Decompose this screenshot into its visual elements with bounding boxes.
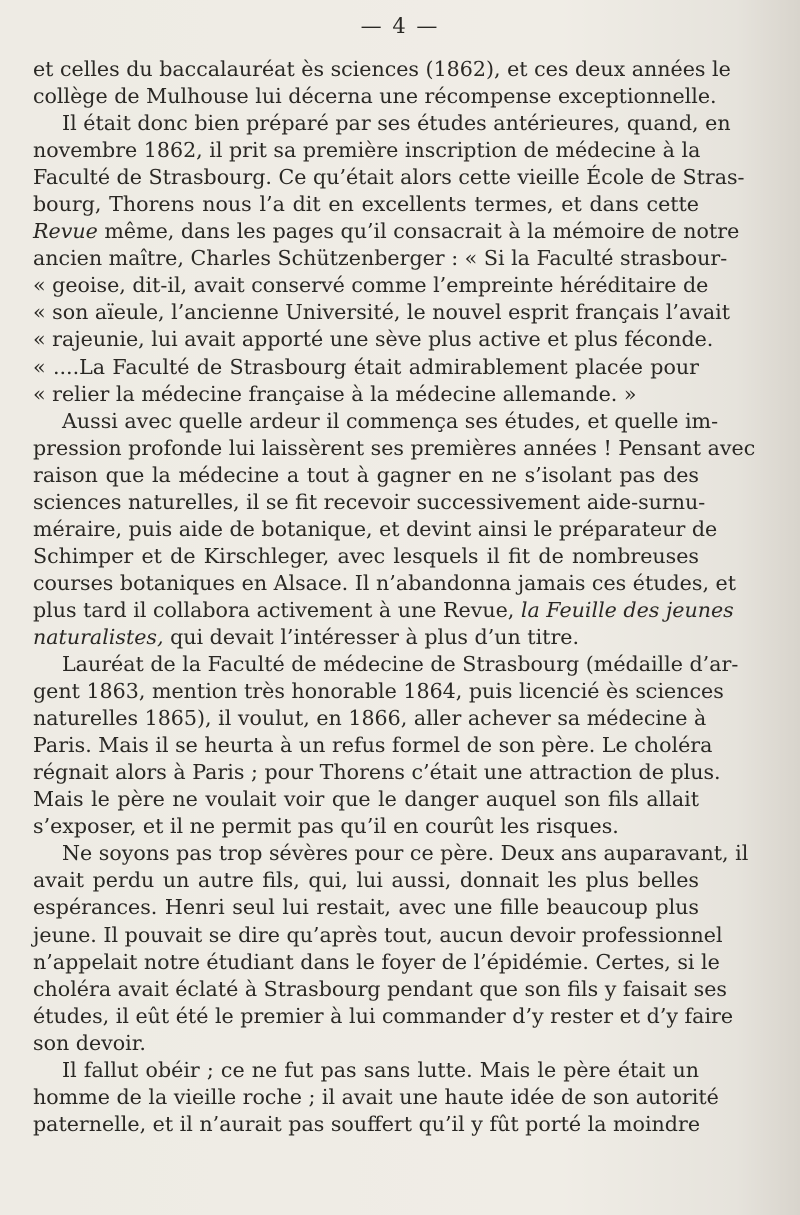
line-text: Faculté de Strasbourg. Ce qu’était alors cette vieille École de Stras- <box>33 165 745 190</box>
text-line <box>33 245 728 272</box>
line-text: Il était donc bien préparé par ses études antérieures, quand, en <box>62 111 731 136</box>
line-text: s’exposer, et il ne permit pas qu’il en courût les risques. <box>33 814 619 839</box>
text-line <box>33 813 699 840</box>
line-text: bourg, Thorens nous l’a dit en excellents termes, et dans cette <box>33 192 699 217</box>
text-line <box>33 678 724 705</box>
text-line <box>33 543 699 570</box>
line-text: Schimper et de Kirschleger, avec lesquels il fit de nombreuses <box>33 543 699 568</box>
line-text: Lauréat de la Faculté de médecine de Strasbourg (médaille d’ar- <box>62 652 739 677</box>
line-text: Il fallut obéir ; ce ne fut pas sans lutte. Mais le père était un <box>62 1057 699 1082</box>
text-line <box>33 191 699 218</box>
line-text: avait perdu un autre fils, qui, lui aussi, donnait les plus belles <box>33 868 699 893</box>
text-line <box>33 867 699 894</box>
line-text: collège de Mulhouse lui décerna une récompense exceptionnelle. <box>33 84 717 109</box>
line-text: qui devait l’intéresser à plus d’un titre. <box>163 624 580 649</box>
line-text: sciences naturelles, il se fit recevoir successivement aide-surnu- <box>33 489 706 514</box>
text-line <box>33 462 699 489</box>
line-text: et celles du baccalauréat ès sciences (1862), et ces deux années le <box>33 57 731 81</box>
line-text: régnait alors à Paris ; pour Thorens c’était une attraction de plus. <box>33 760 721 785</box>
text-line <box>33 840 749 867</box>
text-line <box>33 705 707 732</box>
line-text: courses botaniques en Alsace. Il n’abandonna jamais ces études, et <box>33 570 736 595</box>
text-line <box>33 1030 699 1057</box>
text-line <box>33 354 699 381</box>
text-line <box>33 272 709 299</box>
text-line <box>33 976 727 1003</box>
line-text: gent 1863, mention très honorable 1864, puis licencié ès sciences <box>33 679 724 704</box>
line-text: pression profonde lui laissèrent ses premières années ! Pensant avec <box>33 435 756 460</box>
text-line <box>33 516 718 543</box>
line-text: espérances. Henri seul lui restait, avec une fille beaucoup plus <box>33 895 699 920</box>
line-text: « relier la médecine française à la médecine allemande. » <box>33 381 637 406</box>
line-text: jeune. Il pouvait se dire qu’après tout, aucun devoir professionnel <box>33 922 723 947</box>
line-text: « geoise, dit-il, avait conservé comme l’empreinte héréditaire de <box>33 273 709 298</box>
text-line <box>33 435 756 462</box>
italic-text: Revue <box>33 219 98 244</box>
text-line <box>33 1111 699 1138</box>
line-text: paternelle, et il n’aurait pas souffert qu’il y fût porté la moindre <box>33 1111 701 1136</box>
line-text: naturelles 1865), il voulut, en 1866, aller achever sa médecine à <box>33 706 707 731</box>
text-line <box>33 137 699 164</box>
text-line <box>33 164 745 191</box>
text-line <box>33 894 699 921</box>
text-line <box>33 922 723 949</box>
line-text: n’appelait notre étudiant dans le foyer de l’épidémie. Certes, si le <box>33 949 720 974</box>
line-text: plus tard il collabora activement à une Revue, <box>33 597 521 622</box>
line-text: homme de la vieille roche ; il avait une haute idée de son autorité <box>33 1084 719 1109</box>
text-line <box>33 1003 734 1030</box>
line-text: Paris. Mais il se heurta à un refus formel de son père. Le choléra <box>33 733 713 758</box>
line-text: « son aïeule, l’ancienne Université, le nouvel esprit français l’avait <box>33 300 731 325</box>
line-text: Ne soyons pas trop sévères pour ce père. Deux ans auparavant, il <box>62 841 749 866</box>
line-text: Mais le père ne voulait voir que le danger auquel son fils allait <box>33 787 699 812</box>
line-text: raison que la médecine a tout à gagner en ne s’isolant pas des <box>33 462 699 487</box>
text-line <box>33 408 719 435</box>
page-number: — 4 — <box>360 14 440 38</box>
text-line <box>33 651 739 678</box>
text-line <box>33 624 699 651</box>
text-line <box>33 597 734 624</box>
line-text: études, il eût été le premier à lui commander d’y rester et d’y faire <box>33 1003 734 1028</box>
text-line <box>33 56 731 83</box>
text-line <box>33 218 740 245</box>
text-line <box>33 326 714 353</box>
text-line <box>33 299 731 326</box>
line-text: son devoir. <box>33 1030 146 1055</box>
line-text: Aussi avec quelle ardeur il commença ses études, et quelle im- <box>62 408 719 433</box>
text-line <box>33 732 713 759</box>
line-text: même, dans les pages qu’il consacrait à la mémoire de notre <box>97 219 740 244</box>
text-line <box>33 786 699 813</box>
text-line <box>33 570 736 597</box>
line-text: ancien maître, Charles Schützenberger : « Si la Faculté strasbour- <box>33 246 728 271</box>
line-text: novembre 1862, il prit sa première inscription de médecine à la <box>33 138 701 163</box>
line-text: choléra avait éclaté à Strasbourg pendant que son fils y faisait ses <box>33 976 727 1001</box>
italic-text: naturalistes, <box>33 624 164 649</box>
text-line <box>33 381 699 408</box>
text-line <box>33 489 706 516</box>
text-line <box>33 759 721 786</box>
text-line <box>33 110 731 137</box>
italic-text: la Feuille des jeunes <box>520 597 734 622</box>
line-text: « ....La Faculté de Strasbourg était admirablement placée pour <box>33 354 699 379</box>
line-text: « rajeunie, lui avait apporté une sève plus active et plus féconde. <box>33 327 714 352</box>
text-line <box>33 1084 719 1111</box>
body-text <box>33 56 756 1138</box>
text-line <box>33 83 717 110</box>
text-line <box>33 1057 699 1084</box>
text-line <box>33 949 720 976</box>
line-text: méraire, puis aide de botanique, et devint ainsi le préparateur de <box>33 516 718 541</box>
